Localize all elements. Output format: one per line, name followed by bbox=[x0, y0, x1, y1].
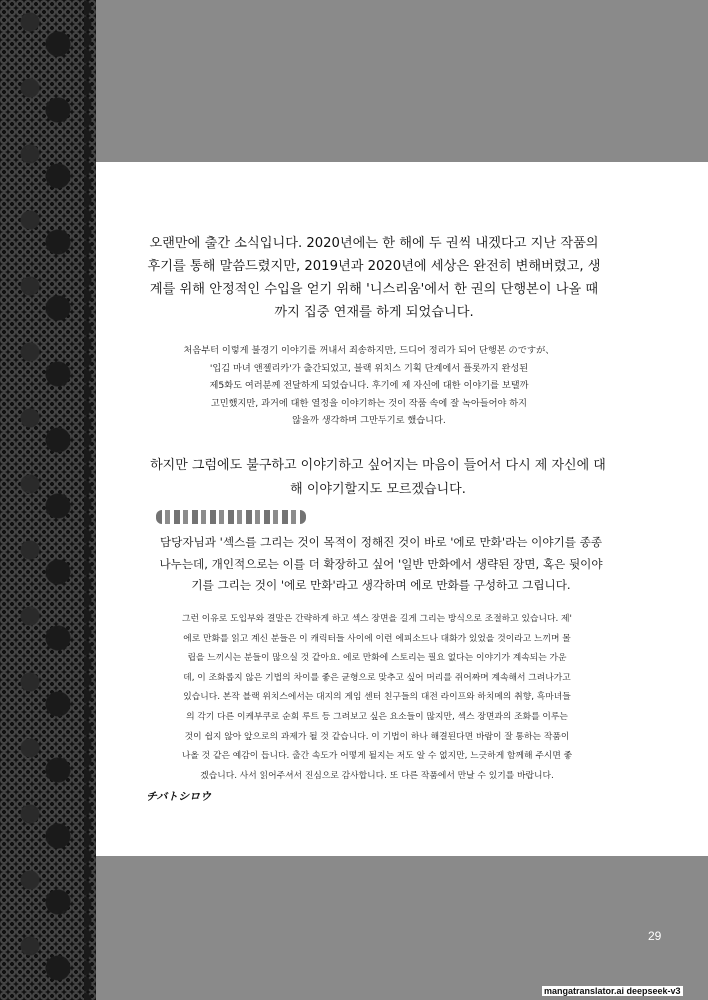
paragraph-2-line: '입김 마녀 앤젤리카'가 출간되었고, 블랙 위치스 기획 단계에서 플롯까지 완성된 bbox=[209, 362, 529, 374]
paragraph-5-line: 의 각기 다른 이케부쿠로 순회 루트 등 그려보고 싶은 요소들이 많지만, 섹스 장면과의 조화를 이루는 bbox=[186, 711, 568, 722]
paragraph-4-line: 나누는데, 개인적으로는 이를 더 확장하고 싶어 '일반 만화에서 생략된 장면, 혹은 뒷이야 bbox=[159, 556, 603, 571]
paragraph-1-line: 후기를 통해 말씀드렸지만, 2019년과 2020년에 세상은 완전히 변해버렸고, 생 bbox=[147, 259, 601, 274]
paragraph-5-line: 데, 이 조화롭지 않은 기법의 차이를 좋은 균형으로 맞추고 싶어 머리를 쥐어짜며 계속해서 그려나가고 bbox=[183, 672, 571, 683]
paragraph-3-line: 해 이야기할지도 모르겠습니다. bbox=[290, 482, 466, 497]
paragraph-5 bbox=[152, 610, 602, 786]
paragraph-1-line: 계를 위해 안정적인 수입을 얻기 위해 '니스리움'에서 한 권의 단행본이 나올 때 bbox=[149, 282, 599, 297]
text-page bbox=[96, 162, 708, 856]
paragraph-5-line: 에로 만화를 읽고 계신 분들은 이 캐릭터들 사이에 이런 에피소드나 대화가 있었을 것이라고 느끼며 몰 bbox=[183, 633, 571, 644]
paragraph-1-line: 까지 집중 연재를 하게 되었습니다. bbox=[274, 305, 474, 320]
paragraph-2-line: 제5화도 여러분께 전달하게 되었습니다. 후기에 제 자신에 대한 이야기를 보탤까 bbox=[209, 380, 529, 391]
paragraph-3 bbox=[110, 454, 646, 502]
author-signature: チバトシロウ bbox=[146, 790, 212, 803]
paragraph-4-line: 담당자님과 '섹스를 그리는 것이 목적이 정해진 것이 바로 '에로 만화'라는 이야기를 종종 bbox=[159, 535, 603, 549]
paragraph-5-line: 그런 이유로 도입부와 결말은 간략하게 하고 섹스 장면을 길게 그리는 방식으로 조절하고 있습니다. 제' bbox=[182, 614, 572, 624]
page-number: 29 bbox=[648, 929, 662, 943]
paragraph-5-line: 립을 느끼시는 분들이 많으실 것 같아요. 에로 만화에 스토리는 필요 없다는 이야기가 계속되는 가운 bbox=[187, 653, 567, 664]
paragraph-5-line: 것이 쉽지 않아 앞으로의 과제가 될 것 같습니다. 이 기법이 하나 해결된다면 바람이 잘 통하는 작품이 bbox=[184, 731, 570, 742]
scribble-decoration bbox=[156, 510, 306, 524]
paragraph-4 bbox=[146, 532, 616, 597]
paragraph-1-line: 오랜만에 출간 소식입니다. 2020년에는 한 해에 두 권씩 내겠다고 지난 작품의 bbox=[149, 236, 599, 251]
paragraph-3-line: 하지만 그럼에도 불구하고 이야기하고 싶어지는 마음이 들어서 다시 제 자신에 대 bbox=[150, 458, 606, 473]
paragraph-2-line: 처음부터 이렇게 불경기 이야기를 꺼내서 죄송하지만, 드디어 정리가 되어 단행본 のですが、 bbox=[183, 345, 555, 356]
paragraph-2-line: 고민했지만, 과거에 대한 열정을 이야기하는 것이 작품 속에 잘 녹아들어야 하지 bbox=[210, 397, 528, 409]
paragraph-2-line: 않을까 생각하며 그만두기로 했습니다. bbox=[292, 415, 446, 426]
bottom-gray-band bbox=[0, 856, 708, 1000]
paragraph-1 bbox=[144, 232, 604, 324]
translation-credit: mangatranslator.ai deepseek-v3 bbox=[544, 986, 681, 996]
paragraph-5-line: 겠습니다. 사서 읽어주셔서 진심으로 감사합니다. 또 다른 작품에서 만날 수 있기를 바랍니다. bbox=[200, 770, 554, 781]
paragraph-5-line: 있습니다. 본작 블랙 위치스에서는 대지의 게임 센터 친구들의 대전 라이프와 하치메의 취향, 흑마녀들 bbox=[183, 692, 571, 703]
paragraph-2 bbox=[134, 342, 604, 430]
lace-border-decoration bbox=[0, 0, 96, 1000]
top-gray-band bbox=[0, 0, 708, 162]
paragraph-5-line: 나올 것 같은 예감이 듭니다. 출간 속도가 어떻게 될지는 저도 알 수 없지만, 느긋하게 함께해 주시면 좋 bbox=[181, 751, 573, 762]
paragraph-4-line: 기를 그리는 것이 '에로 만화'라고 생각하며 에로 만화를 구성하고 그립니다. bbox=[191, 578, 571, 592]
